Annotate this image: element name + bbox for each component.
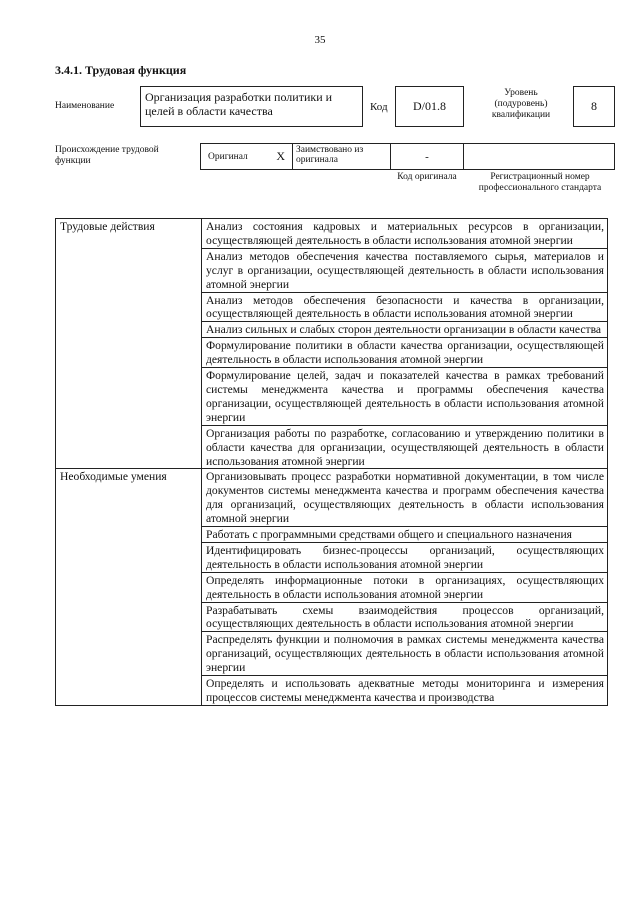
section-label: Необходимые умения	[56, 469, 202, 706]
origin-row	[200, 143, 615, 170]
original-cell	[200, 143, 293, 170]
list-item: Работать с программными средствами общего и специального назначения	[202, 527, 608, 543]
table-row	[56, 469, 608, 527]
name-label: Наименование	[55, 101, 115, 111]
function-name-field: Организация разработки политики и целей в области качества	[140, 86, 363, 127]
page-number: 35	[314, 34, 326, 46]
table-row	[56, 219, 608, 249]
level-label: Уровень (подуровень) квалификации	[491, 88, 551, 120]
code-label: Код	[370, 101, 388, 113]
list-item: Разрабатывать схемы взаимодействия процессов организаций, осуществляющих деятельность в области использования атомной энергии	[202, 602, 608, 632]
section-label: Трудовые действия	[56, 219, 202, 469]
list-item: Определять и использовать адекватные методы мониторинга и измерения процессов системы менеджмента качества и производства	[202, 676, 608, 706]
original-mark: X	[276, 149, 285, 163]
list-item: Формулирование политики в области качества организации, осуществляющей деятельность в области использования атомной энергии	[202, 338, 608, 368]
list-item: Распределять функции и полномочия в рамках системы менеджмента качества организаций, осуществляющих деятельность в области использования атомной энергии	[202, 632, 608, 676]
borrowed-label: Заимствовано из оригинала	[296, 145, 364, 165]
origin-code-cell	[390, 143, 464, 170]
list-item: Организация работы по разработке, согласованию и утверждению политики в области качества для организации, осуществляющей деятельность в области использования атомной энергии	[202, 425, 608, 469]
reg-caption: Регистрационный номер профессионального стандарта	[478, 172, 602, 193]
list-item: Организовывать процесс разработки нормативной документации, в том числе документов системы менеджмента качества и программ обеспечения качества для организаций, осуществляющих деятельность в области использования атомной энергии	[202, 469, 608, 527]
list-item: Идентифицировать бизнес-процессы организаций, осуществляющих деятельность в области использования атомной энергии	[202, 542, 608, 572]
list-item: Анализ методов обеспечения качества поставляемого сырья, материалов и услуг в организации, осуществляющей деятельность в области использования атомной энергии	[202, 248, 608, 292]
original-label: Оригинал	[208, 151, 248, 162]
code-caption: Код оригинала	[397, 172, 457, 182]
list-item: Анализ методов обеспечения безопасности и качества в организации, осуществляющей деятельность в области использования атомной энергии	[202, 292, 608, 322]
reg-number-cell	[463, 143, 615, 170]
borrowed-cell	[292, 143, 391, 170]
function-table	[55, 218, 608, 706]
section-title: 3.4.1. Трудовая функция	[55, 63, 187, 77]
list-item: Определять информационные потоки в организациях, осуществляющих деятельность в области использования атомной энергии	[202, 572, 608, 602]
origin-code-value: -	[425, 150, 429, 163]
function-code-field: D/01.8	[395, 86, 464, 127]
list-item: Формулирование целей, задач и показателей качества в рамках требований системы менеджмента качества и программы обеспечения качества организации, осуществляющей деятельность в области использования атомной энергии	[202, 368, 608, 426]
origin-label: Происхождение трудовой функции	[55, 145, 159, 166]
list-item: Анализ сильных и слабых сторон деятельности организации в области качества	[202, 322, 608, 338]
list-item: Анализ состояния кадровых и материальных ресурсов в организации, осуществляющей деятельность в области использования атомной энергии	[202, 219, 608, 249]
qualification-level-field: 8	[573, 86, 615, 127]
